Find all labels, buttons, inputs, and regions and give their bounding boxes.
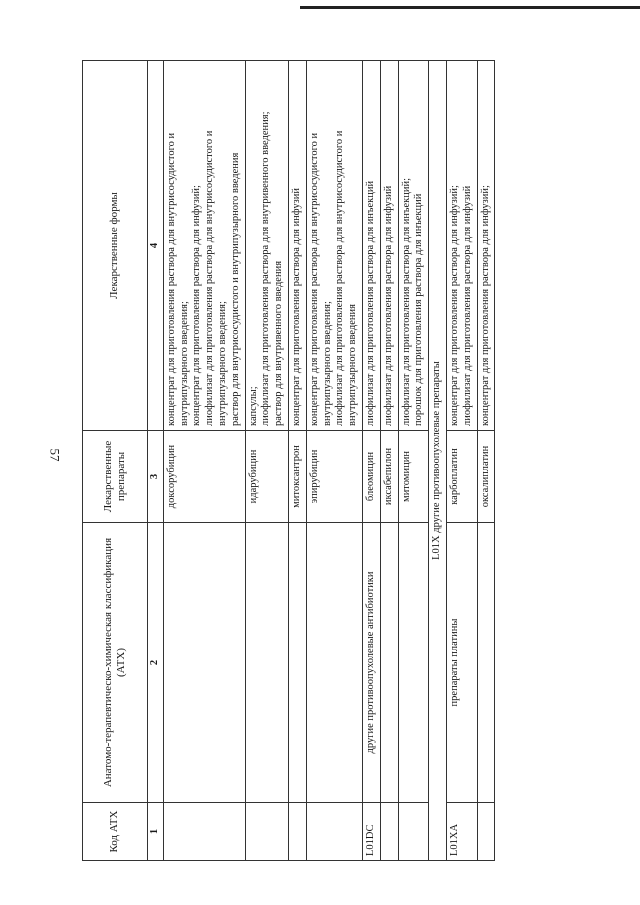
drug-name: митоксантрон [288,431,306,523]
atc-code [398,803,429,861]
atc-class [245,523,288,803]
dosage-form-line: лиофилизат для приготовления раствора для инфузий [461,185,473,426]
dosage-form-line: концентрат для приготовления раствора для внутрисосудистого и внутрипузырного введения; [308,132,333,426]
drug-name: блеомицин [362,431,380,523]
drug-name: доксорубицин [163,431,245,523]
dosage-form-line: лиофилизат для приготовления раствора для инъекций; [400,177,412,426]
drug-name: идарубицин [245,431,288,523]
atc-code [163,803,245,861]
table-row [362,61,380,861]
dosage-forms [380,61,398,431]
group-title: L01X другие противоопухолевые препараты [429,61,447,861]
atc-class [288,523,306,803]
dosage-forms [398,61,429,431]
dosage-form-line: лиофилизат для приготовления раствора для внутрисосудистого и внутрипузырного введения [334,130,359,426]
dosage-forms [163,61,245,431]
dosage-form-line: порошок для приготовления раствора для инъекций [413,193,425,426]
atc-class: другие противоопухолевые антибиотики [362,523,380,803]
dosage-forms [477,61,495,431]
top-rule [300,6,640,9]
col-number: 2 [148,523,164,803]
dosage-form-line: капсулы; [247,386,259,426]
table-row [306,61,362,861]
group-row [429,61,447,861]
col-number: 4 [148,61,164,431]
dosage-form-line: лиофилизат для приготовления раствора для инфузий [382,185,394,426]
atc-class: препараты платины [446,523,477,803]
header-row [83,61,148,861]
atc-code [245,803,288,861]
drug-name: карбоплатин [446,431,477,523]
atc-class [398,523,429,803]
header-forms: Лекарственные формы [83,61,148,431]
header-atc: Анатомо-терапевтическо-химическая классификация (АТХ) [83,523,148,803]
dosage-forms [245,61,288,431]
atc-class [163,523,245,803]
atc-code [380,803,398,861]
atc-code: L01XA [446,803,477,861]
dosage-form-line: раствор для внутривенного введения [273,260,285,426]
dosage-form-line: лиофилизат для приготовления раствора для внутрисосудистого и внутрипузырного введения; [204,130,228,426]
dosage-forms [288,61,306,431]
dosage-form-line: лиофилизат для приготовления раствора для внутривенного введения; [260,111,272,426]
header-code: Код АТХ [83,803,148,861]
dosage-form-line: концентрат для приготовления раствора для инфузий [290,188,302,426]
drug-name: эпирубицин [306,431,362,523]
dosage-forms [446,61,477,431]
drug-name: оксалиплатин [477,431,495,523]
atc-class [380,523,398,803]
table-row [288,61,306,861]
drug-name: иксабепилон [380,431,398,523]
atc-class [306,523,362,803]
atc-code [288,803,306,861]
table-row [163,61,245,861]
atc-code [477,803,495,861]
dosage-form-line: раствор для внутрисосудистого и внутрипузырного введения [229,152,241,426]
dosage-form-line: концентрат для приготовления раствора для инфузий; [191,185,203,426]
dosage-form-line: концентрат для приготовления раствора для внутрисосудистого и внутрипузырного введения; [165,132,190,426]
col-number: 3 [148,431,164,523]
dosage-forms [306,61,362,431]
page-number: 57 [47,448,63,462]
table-row [446,61,477,861]
atc-class [477,523,495,803]
drug-name: митомицин [398,431,429,523]
col-number: 1 [148,803,164,861]
table-row [380,61,398,861]
table-row [398,61,429,861]
dosage-form-line: концентрат для приготовления раствора для инфузий; [479,185,491,426]
table-row [477,61,495,861]
table-row [245,61,288,861]
dosage-forms [362,61,380,431]
dosage-form-line: лиофилизат для приготовления раствора для инъекций [364,180,376,426]
number-row [148,61,164,861]
header-drug: Лекарственные препараты [83,431,148,523]
dosage-form-line: концентрат для приготовления раствора для инфузий; [448,185,460,426]
drug-table [82,60,495,861]
rotated-page [82,61,562,861]
atc-code [306,803,362,861]
atc-code: L01DC [362,803,380,861]
